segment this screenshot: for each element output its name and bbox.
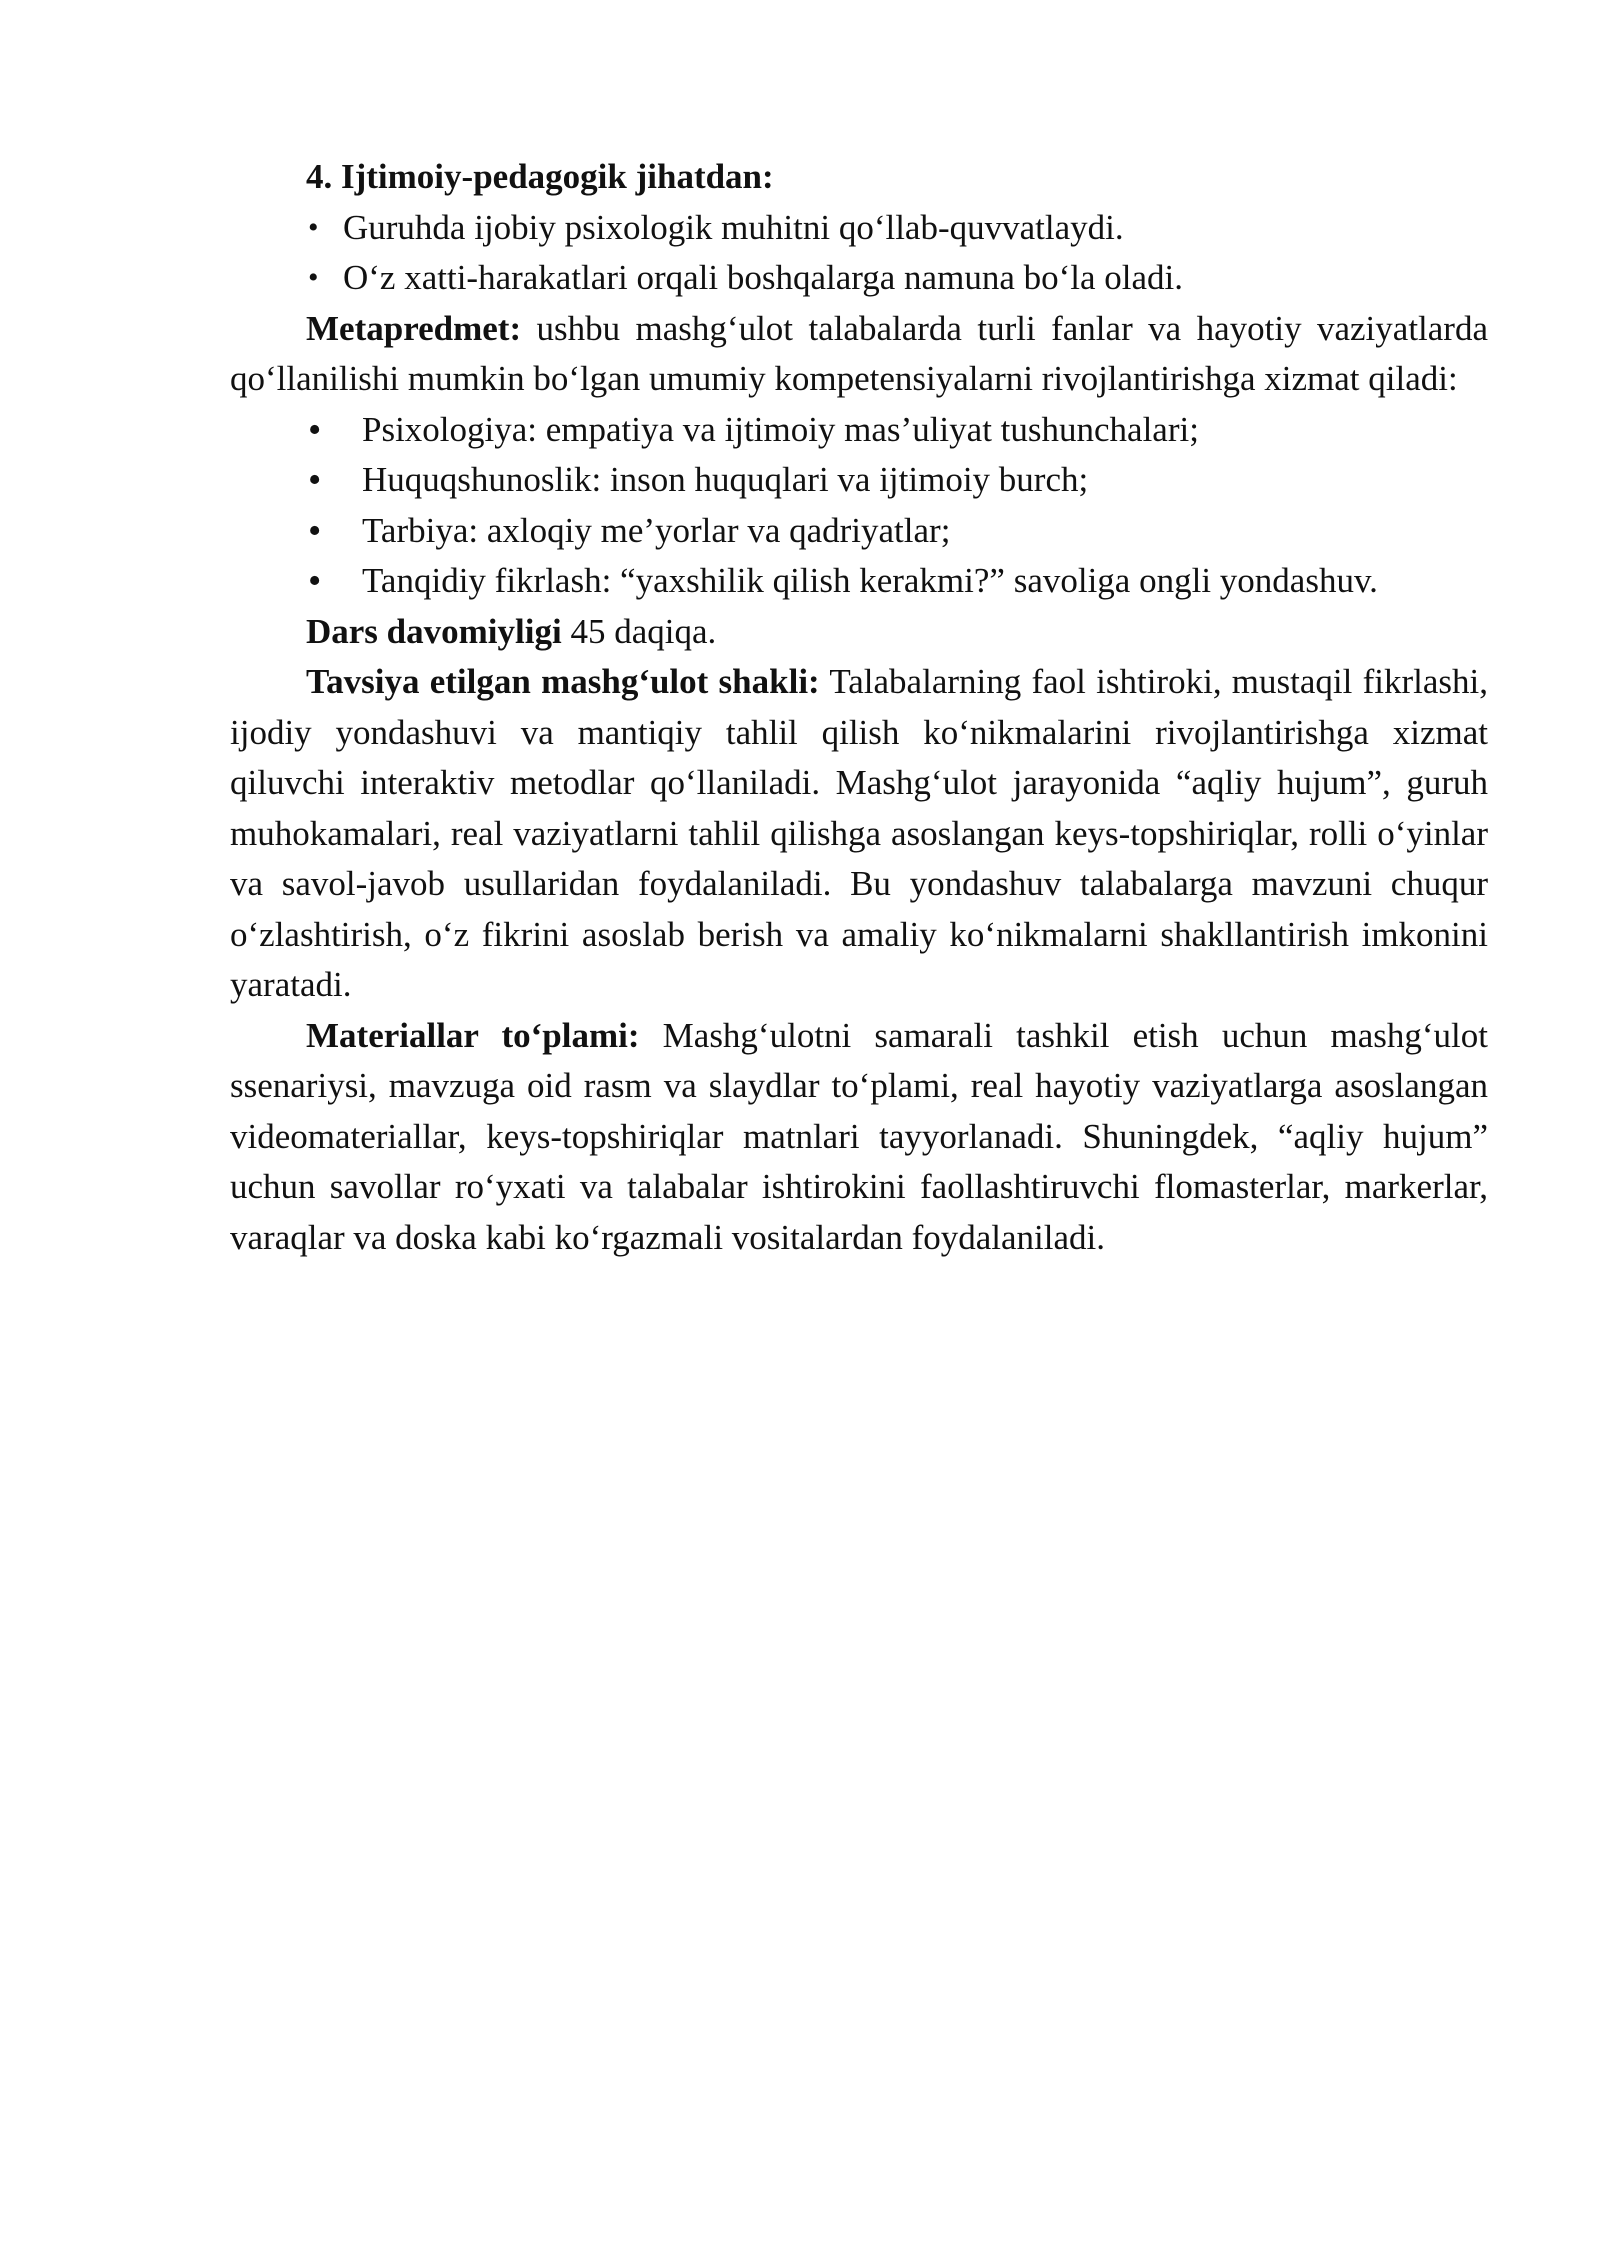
bullet-icon: • bbox=[308, 560, 322, 602]
metapredmet-list bbox=[230, 405, 1488, 607]
list-item-text: Tarbiya: axloqiy me’yorlar va qadriyatlar; bbox=[362, 510, 951, 550]
materials-paragraph bbox=[230, 1011, 1488, 1264]
bullet-icon: • bbox=[308, 408, 322, 451]
duration-paragraph bbox=[230, 607, 1488, 658]
list-item bbox=[230, 506, 1488, 557]
document-body bbox=[230, 152, 1488, 1263]
list-item-text: Psixologiya: empatiya va ijtimoiy mas’uliyat tushunchalari; bbox=[362, 409, 1199, 449]
bullet-icon: • bbox=[308, 261, 319, 294]
bullet-icon: • bbox=[308, 509, 322, 552]
list-item bbox=[230, 455, 1488, 506]
list-item-text: O‘z xatti-harakatlari orqali boshqalarga namuna bo‘la oladi. bbox=[343, 258, 1183, 297]
format-text: Talabalarning faol ishtiroki, mustaqil fikrlashi, ijodiy yondashuvi va mantiqiy tahlil qilish ko‘nikmalarini rivojlantirishga xizmat qiluvchi interaktiv metodlar qo‘llaniladi. Mashg‘ulot jarayonida “aqliy hujum”, guruh muhokamalari, real vaziyatlarni tahlil qilishga asoslangan keys-topshiriqlar, rolli o‘yinlar va savol-javob usullaridan foydalaniladi. Bu yondashuv talabalarga mavzuni chuqur o‘zlashtirish, o‘z fikrini asoslab berish va amaliy ko‘nikmalarni shakllantirish imkonini yaratadi. bbox=[230, 662, 1488, 1004]
list-item-text: Tanqidiy fikrlash: “yaxshilik qilish kerakmi?” savoliga ongli yondashuv. bbox=[362, 561, 1378, 600]
list-item-text: Huquqshunoslik: inson huquqlari va ijtimoiy burch; bbox=[362, 460, 1089, 499]
section4-list bbox=[230, 203, 1488, 304]
format-label: Tavsiya etilgan mashg‘ulot shakli: bbox=[306, 662, 820, 701]
format-paragraph bbox=[230, 657, 1488, 1011]
metapredmet-label: Metapredmet: bbox=[306, 308, 522, 348]
duration-label: Dars davomiyligi bbox=[306, 611, 562, 651]
metapredmet-paragraph bbox=[230, 304, 1488, 405]
list-item-text: Guruhda ijobiy psixologik muhitni qo‘llab-quvvatlaydi. bbox=[343, 207, 1124, 247]
bullet-icon: • bbox=[308, 459, 322, 501]
section-heading: 4. Ijtimoiy-pedagogik jihatdan: bbox=[306, 157, 774, 196]
list-item bbox=[230, 405, 1488, 456]
list-item bbox=[230, 253, 1488, 304]
list-item bbox=[230, 203, 1488, 254]
materials-text: Mashg‘ulotni samarali tashkil etish uchun mashg‘ulot ssenariysi, mavzuga oid rasm va slaydlar to‘plami, real hayotiy vaziyatlarga asoslangan videomateriallar, keys-topshiriqlar matnlari tayyorlanadi. Shuningdek, “aqliy hujum” uchun savollar ro‘yxati va talabalar ishtirokini faollashtiruvchi flomasterlar, markerlar, varaqlar va doska kabi ko‘rgazmali vositalardan foydalaniladi. bbox=[230, 1015, 1488, 1257]
list-item bbox=[230, 556, 1488, 607]
metapredmet-text: ushbu mashg‘ulot talabalarda turli fanlar va hayotiy vaziyatlarda qo‘llanilishi mumkin bo‘lgan umumiy kompetensiyalarni rivojlantirishga xizmat qiladi: bbox=[230, 308, 1488, 398]
materials-label: Materiallar to‘plami: bbox=[306, 1015, 640, 1055]
bullet-icon: • bbox=[308, 210, 319, 244]
duration-text: 45 daqiqa. bbox=[561, 611, 717, 651]
